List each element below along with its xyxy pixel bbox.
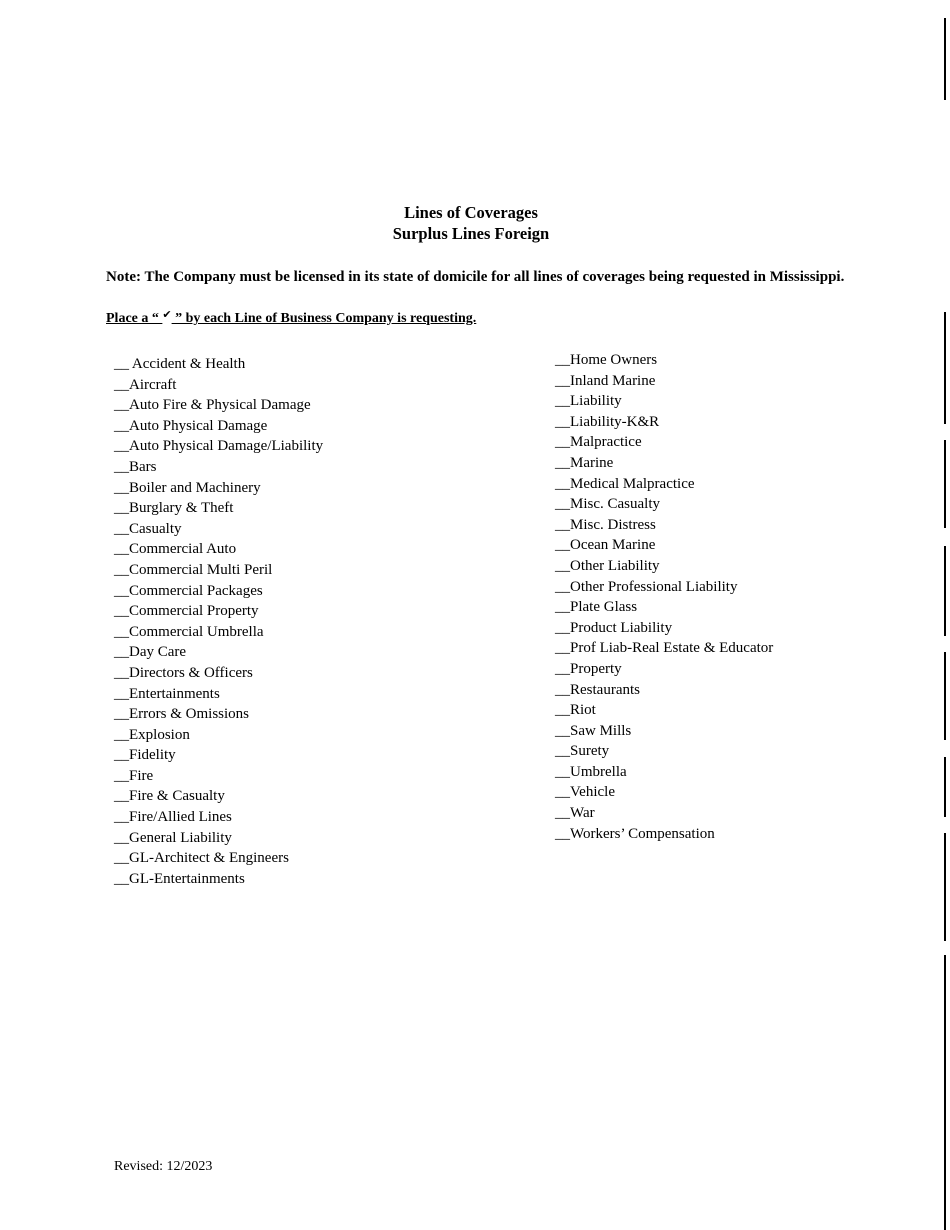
checkbox-blank[interactable]: __ (114, 644, 129, 661)
checkbox-blank[interactable]: __ (114, 376, 129, 393)
checkbox-blank[interactable]: __ (555, 743, 570, 760)
checkbox-blank[interactable]: __ (555, 825, 570, 842)
checkbox-blank[interactable]: __ (555, 722, 570, 739)
title-line-2: Surplus Lines Foreign (392, 224, 550, 243)
coverage-label: Other Liability (570, 557, 660, 574)
coverage-label: Boiler and Machinery (129, 479, 261, 496)
coverage-item (114, 704, 323, 725)
checkbox-blank[interactable]: __ (555, 475, 570, 492)
checkbox-blank[interactable]: __ (114, 623, 129, 640)
coverage-item (114, 436, 323, 457)
edge-mark (944, 312, 946, 424)
coverage-label: Inland Marine (570, 372, 656, 389)
coverage-label: Commercial Multi Peril (129, 561, 273, 578)
edge-mark (944, 652, 946, 740)
coverage-label: Ocean Marine (570, 537, 656, 554)
checkbox-blank[interactable]: __ (114, 829, 129, 846)
coverage-label: Liability-K&R (570, 413, 660, 430)
checkbox-blank[interactable]: __ (114, 664, 129, 681)
edge-mark (944, 955, 946, 1230)
coverage-label: Riot (570, 702, 596, 719)
checkbox-blank[interactable]: __ (114, 870, 129, 887)
coverage-label: Misc. Distress (570, 516, 656, 533)
title-block (0, 202, 942, 244)
coverage-item (114, 457, 323, 478)
checkbox-blank[interactable]: __ (555, 784, 570, 801)
checkbox-blank[interactable]: __ (114, 603, 129, 620)
coverage-label: Product Liability (570, 619, 673, 636)
checkbox-blank[interactable]: __ (114, 479, 129, 496)
revision-date: Revised: 12/2023 (114, 1159, 213, 1174)
coverage-item (114, 869, 323, 890)
coverage-item (114, 498, 323, 519)
coverage-list-right (555, 350, 773, 844)
checkbox-blank[interactable]: __ (114, 850, 129, 867)
coverage-label: Liability (570, 393, 622, 410)
coverage-item (114, 786, 323, 807)
coverage-item (114, 828, 323, 849)
coverage-item (555, 515, 773, 536)
checkbox-blank[interactable]: __ (555, 640, 570, 657)
checkbox-blank[interactable]: __ (114, 541, 129, 558)
coverage-item (114, 416, 323, 437)
coverage-label: Errors & Omissions (129, 706, 249, 723)
checkbox-blank[interactable]: __ (555, 352, 570, 368)
coverage-label: Casualty (129, 520, 182, 537)
checkbox-blank[interactable]: __ (114, 685, 129, 702)
coverage-label: Medical Malpractice (570, 475, 695, 492)
checkbox-blank[interactable]: __ (114, 417, 129, 434)
coverage-label: Commercial Property (129, 603, 259, 620)
checkbox-blank[interactable]: __ (114, 726, 129, 743)
coverage-item (114, 622, 323, 643)
checkbox-blank[interactable]: __ (114, 767, 129, 784)
coverage-label: Aircraft (129, 376, 177, 393)
coverage-label: Commercial Packages (129, 582, 263, 599)
coverage-item (114, 663, 323, 684)
checkbox-blank[interactable]: __ (114, 356, 129, 372)
checkbox-blank[interactable]: __ (555, 516, 570, 533)
coverage-item (114, 684, 323, 705)
edge-mark (944, 757, 946, 817)
checkbox-blank[interactable]: __ (114, 788, 129, 805)
checkbox-blank[interactable]: __ (114, 397, 129, 414)
coverage-item (114, 560, 323, 581)
coverage-item (114, 807, 323, 828)
checkbox-blank[interactable]: __ (555, 619, 570, 636)
coverage-label: Day Care (129, 644, 187, 661)
coverage-item (555, 535, 773, 556)
coverage-label: Fire & Casualty (129, 788, 225, 805)
coverage-label: Commercial Auto (129, 541, 237, 558)
coverage-label: Fidelity (129, 747, 176, 764)
coverage-item (114, 354, 323, 375)
coverage-label: Misc. Casualty (570, 496, 660, 513)
coverage-label: Fire/Allied Lines (129, 809, 232, 826)
coverage-item (114, 601, 323, 622)
checkbox-blank[interactable]: __ (114, 747, 129, 764)
coverage-label: Surety (570, 743, 610, 760)
coverage-label: War (570, 805, 595, 822)
coverage-item (114, 519, 323, 540)
coverage-label: Auto Fire & Physical Damage (129, 397, 311, 414)
coverage-item (555, 762, 773, 783)
coverage-item (114, 745, 323, 766)
coverage-item (555, 782, 773, 803)
coverage-label: Home Owners (570, 352, 658, 368)
checkbox-blank[interactable]: __ (555, 660, 570, 677)
coverage-item (114, 581, 323, 602)
coverage-label: Auto Physical Damage/Liability (129, 438, 324, 455)
coverage-item (555, 412, 773, 433)
coverage-label: General Liability (129, 829, 232, 846)
coverage-item (555, 350, 773, 371)
checkbox-blank[interactable]: __ (555, 681, 570, 698)
checkbox-blank[interactable]: __ (555, 599, 570, 616)
coverage-label: Directors & Officers (129, 664, 253, 681)
coverage-label: Accident & Health (129, 356, 246, 372)
coverage-label: Plate Glass (570, 599, 638, 616)
checkbox-blank[interactable]: __ (555, 434, 570, 451)
coverage-item (555, 556, 773, 577)
coverage-item (555, 803, 773, 824)
coverage-item (555, 741, 773, 762)
coverage-item (114, 848, 323, 869)
coverage-item (555, 638, 773, 659)
coverage-item (555, 824, 773, 845)
coverage-label: Restaurants (570, 681, 640, 698)
coverage-item (555, 391, 773, 412)
edge-mark (944, 546, 946, 636)
checkbox-blank[interactable]: __ (555, 413, 570, 430)
coverage-label: Umbrella (570, 763, 627, 780)
checkbox-blank[interactable]: __ (555, 805, 570, 822)
checkbox-blank[interactable]: __ (555, 763, 570, 780)
checkbox-blank[interactable]: __ (114, 458, 129, 475)
coverage-item (114, 766, 323, 787)
checkbox-blank[interactable]: __ (114, 706, 129, 723)
checkbox-blank[interactable]: __ (114, 438, 129, 455)
coverage-label: GL-Architect & Engineers (129, 850, 289, 867)
instruction-text (106, 308, 477, 327)
coverage-item (555, 659, 773, 680)
coverage-label: Auto Physical Damage (129, 417, 268, 434)
coverage-item (114, 539, 323, 560)
coverage-label: Entertainments (129, 685, 220, 702)
coverage-item (555, 721, 773, 742)
coverage-label: Vehicle (570, 784, 615, 801)
coverage-list-left (114, 354, 323, 889)
coverage-label: Burglary & Theft (129, 500, 234, 517)
coverage-item (555, 432, 773, 453)
coverage-item (114, 642, 323, 663)
coverage-item (555, 453, 773, 474)
checkbox-blank[interactable]: __ (555, 496, 570, 513)
coverage-item (114, 375, 323, 396)
checkbox-blank[interactable]: __ (555, 454, 570, 471)
checkbox-blank[interactable]: __ (114, 500, 129, 517)
coverage-item (555, 577, 773, 598)
checkbox-blank[interactable]: __ (114, 582, 129, 599)
checkbox-blank[interactable]: __ (555, 372, 570, 389)
coverage-item (555, 618, 773, 639)
checkbox-blank[interactable]: __ (555, 393, 570, 410)
coverage-label: Fire (129, 767, 154, 784)
coverage-item (555, 597, 773, 618)
coverage-item (555, 371, 773, 392)
checkbox-blank[interactable]: __ (114, 809, 129, 826)
instruction-after: ” by each Line of Business Company is requesting. (171, 311, 477, 326)
edge-mark (944, 833, 946, 941)
coverage-label: Malpractice (570, 434, 642, 451)
coverage-item (555, 680, 773, 701)
title-line-1: Lines of Coverages (404, 203, 538, 222)
coverage-label: Property (570, 660, 622, 677)
coverage-item (555, 494, 773, 515)
checkbox-blank[interactable]: __ (555, 557, 570, 574)
coverage-label: Other Professional Liability (570, 578, 738, 595)
coverage-item (114, 478, 323, 499)
coverage-label: GL-Entertainments (129, 870, 245, 887)
coverage-label: Prof Liab-Real Estate & Educator (570, 640, 774, 657)
checkbox-blank[interactable]: __ (555, 537, 570, 554)
checkbox-blank[interactable]: __ (555, 578, 570, 595)
coverage-label: Commercial Umbrella (129, 623, 264, 640)
checkbox-blank[interactable]: __ (114, 520, 129, 537)
edge-mark (944, 18, 946, 100)
edge-mark (944, 440, 946, 528)
coverage-label: Workers’ Compensation (570, 825, 715, 842)
coverage-label: Bars (129, 458, 157, 475)
check-icon: ✔ (162, 308, 172, 321)
coverage-label: Saw Mills (570, 722, 632, 739)
coverage-item (114, 395, 323, 416)
coverage-item (555, 474, 773, 495)
licensing-note: Note: The Company must be licensed in its state of domicile for all lines of coverages being requested in Mississippi. (106, 269, 845, 285)
coverage-label: Explosion (129, 726, 190, 743)
coverage-label: Marine (570, 454, 614, 471)
checkbox-blank[interactable]: __ (114, 561, 129, 578)
checkbox-blank[interactable]: __ (555, 702, 570, 719)
instruction-before: Place a “ (106, 311, 163, 326)
coverage-item (114, 725, 323, 746)
coverage-item (555, 700, 773, 721)
